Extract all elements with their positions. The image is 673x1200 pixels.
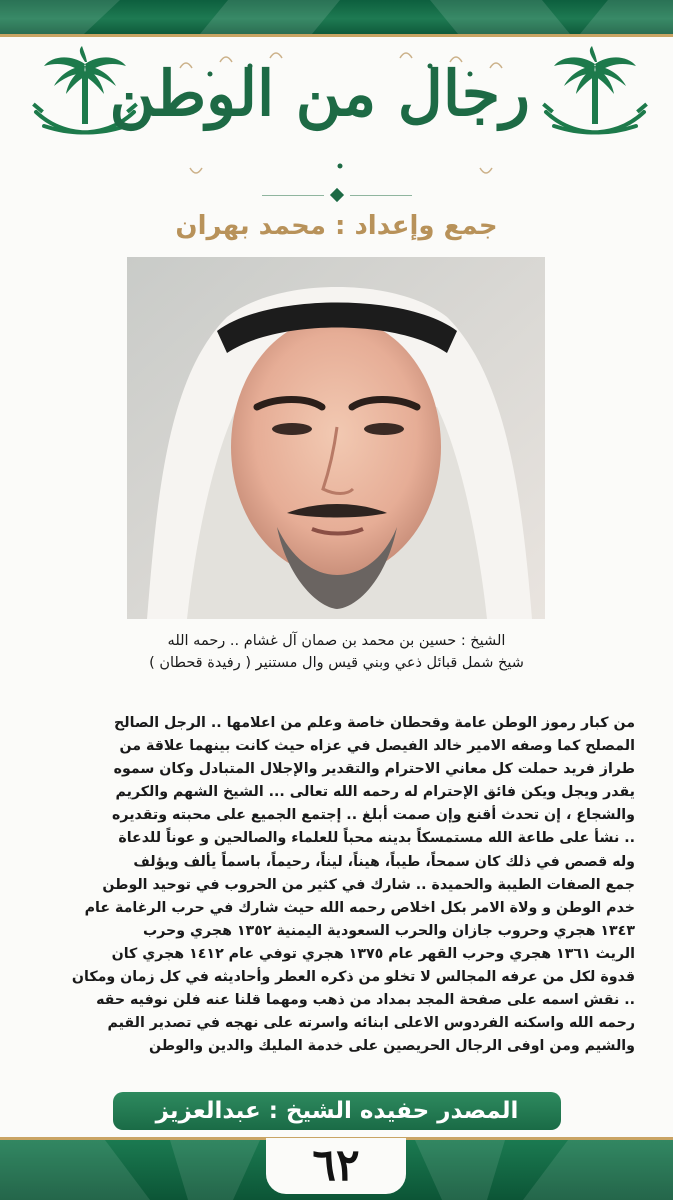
caption-name-line: الشيخ : حسين بن محمد بن صمان آل غشام .. رحمه الله [167,633,506,649]
biography-line: يقدر ويجل ويكن فائق الإحترام له رحمه الله تعالى ... الشيخ الشهم والكريم [115,784,635,801]
biography-line: رحمه الله واسكنه الفردوس الاعلى ابنائه واسرته على نهجه في تصدير القيم [107,1015,635,1032]
page-number: ٦٢ [266,1138,406,1194]
portrait-photo [127,257,545,619]
ornament-line-right [350,195,412,196]
biography-line: والشيم ومن اوفى الرجال الحريصين على خدمة المليك والدين والوطن [149,1038,635,1055]
biography-line: جمع الصفات الطيبة والحميدة .. شارك في كثير من الحروب في توحيد الوطن [102,876,635,893]
source-badge: المصدر حفيده الشيخ : عبدالعزيز [113,1092,561,1130]
biography-line: خدم الوطن و ولاة الامر بكل اخلاص رحمه الله حيث شارك في حرب الرغامة عام [84,899,635,916]
caption-tribe-line: شيخ شمل قبائل ذعي وبني قيس وال مستنير ( رفيدة قحطان ) [149,655,524,671]
ornament-line-left [262,195,324,196]
biography-text [40,712,635,1058]
biography-line: الريث ١٣٦١ هجري وحرب القهر عام ١٣٧٥ هجري توفي عام ١٤١٢ هجري كان [111,945,635,962]
top-gold-rule [0,34,673,37]
biography-line: .. نقش اسمه على صفحة المجد بمداد من ذهب ومهما قلنا عنه فلن نوفيه حقه [96,992,635,1009]
biography-line: .. نشأ على طاعة الله مستمسكاً بدينه محباً للعلماء والصالحين و عوناً للدعاة [118,830,635,847]
biography-line: طراز فريد حملت كل معاني الاحترام والتقدير والإجلال المتبادل وكان سموه [113,761,635,778]
page-title: رجال من الوطن [109,57,530,130]
biography-line: المصلح كما وصفه الامير خالد الفيصل في عزاه حيث كانت بينهما علاقة من [119,738,635,755]
biography-line: قدوة لكل من عرفه المجالس لا تخلو من ذكره العطر وأحاديثه في كل زمان ومكان [71,969,635,986]
top-decorative-band [0,0,673,34]
prepared-by: جمع وإعداد : محمد بهران [175,211,498,241]
biography-line: وله قصص في ذلك كان سمحاً، طيباً، هيناً، ليناً، رحيماً، باسماً يألف ويؤلف [133,853,635,870]
palm-swords-emblem-icon [540,46,650,156]
biography-line: من كبار رموز الوطن عامة وقحطان خاصة وعلم من اعلامها .. الرجل الصالح [114,715,635,731]
biography-line: ١٣٤٣ هجري وحروب جازان والحرب السعودية اليمنية ١٣٥٢ هجري وحرب [142,922,635,939]
biography-line: والشجاع ، إن تحدث أقنع وإن صمت أبلغ .. إجتمع الجميع على محبته وتقديره [112,807,635,824]
